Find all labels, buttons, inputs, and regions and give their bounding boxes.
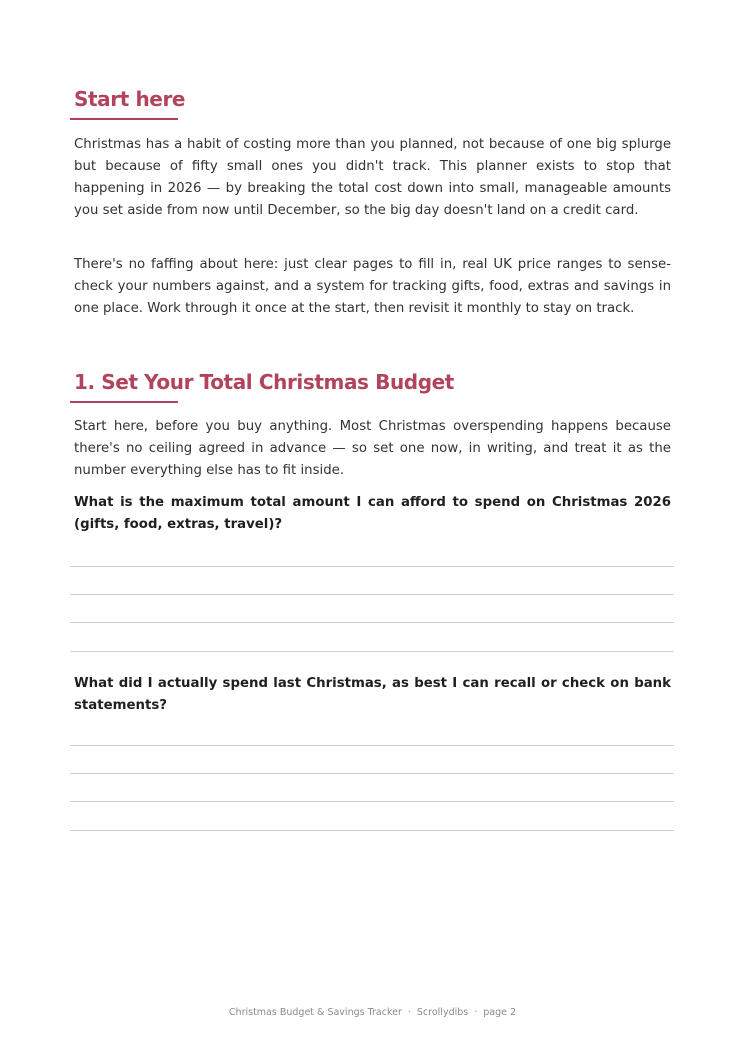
footer-brand: Scrollydibs [416, 1007, 469, 1018]
intro-paragraph-2: There's no faffing about here: just clear pages to fill in, real UK price ranges to sense-check your numbers against, and a system for tracking gifts, food, extras and savings in one place. Work through it once at the start, then revisit it monthly to stay on track. [74, 257, 671, 316]
answer-line[interactable] [70, 830, 674, 831]
page-footer [0, 1007, 745, 1018]
intro-heading-underline [70, 118, 178, 120]
answer-line[interactable] [70, 801, 674, 802]
intro-heading: Start here [74, 87, 186, 111]
answer-line[interactable] [70, 566, 674, 567]
question-1-block [74, 492, 671, 536]
intro-paragraph-2-block [74, 254, 671, 320]
question-2-block [74, 673, 671, 717]
budget-paragraph-block [74, 416, 671, 482]
intro-paragraph-1-block [74, 134, 671, 222]
intro-paragraph-1: Christmas has a habit of costing more than you planned, not because of one big splurge but because of fifty small ones you didn't track. This planner exists to stop that happening in 2026 — by breaking the total cost down into small, manageable amounts you set aside from now until December, so the big day doesn't land on a credit card. [74, 137, 671, 218]
budget-paragraph: Start here, before you buy anything. Most Christmas overspending happens because there's no ceiling agreed in advance — so set one now, in writing, and treat it as the number everything else has to fit inside. [74, 419, 671, 478]
budget-heading-underline [70, 401, 178, 403]
answer-line[interactable] [70, 745, 674, 746]
answer-line[interactable] [70, 651, 674, 652]
question-1: What is the maximum total amount I can afford to spend on Christmas 2026 (gifts, food, extras, travel)? [74, 495, 671, 532]
intro-section [74, 86, 671, 120]
answer-line[interactable] [70, 594, 674, 595]
footer-page-number: page 2 [483, 1007, 517, 1018]
budget-section [74, 369, 671, 403]
budget-heading: 1. Set Your Total Christmas Budget [74, 370, 454, 394]
footer-separator: · [407, 1007, 411, 1018]
footer-title: Christmas Budget & Savings Tracker [228, 1007, 402, 1018]
answer-line[interactable] [70, 773, 674, 774]
footer-separator: · [474, 1007, 478, 1018]
answer-line[interactable] [70, 622, 674, 623]
question-2: What did I actually spend last Christmas, as best I can recall or check on bank statements? [74, 676, 671, 713]
